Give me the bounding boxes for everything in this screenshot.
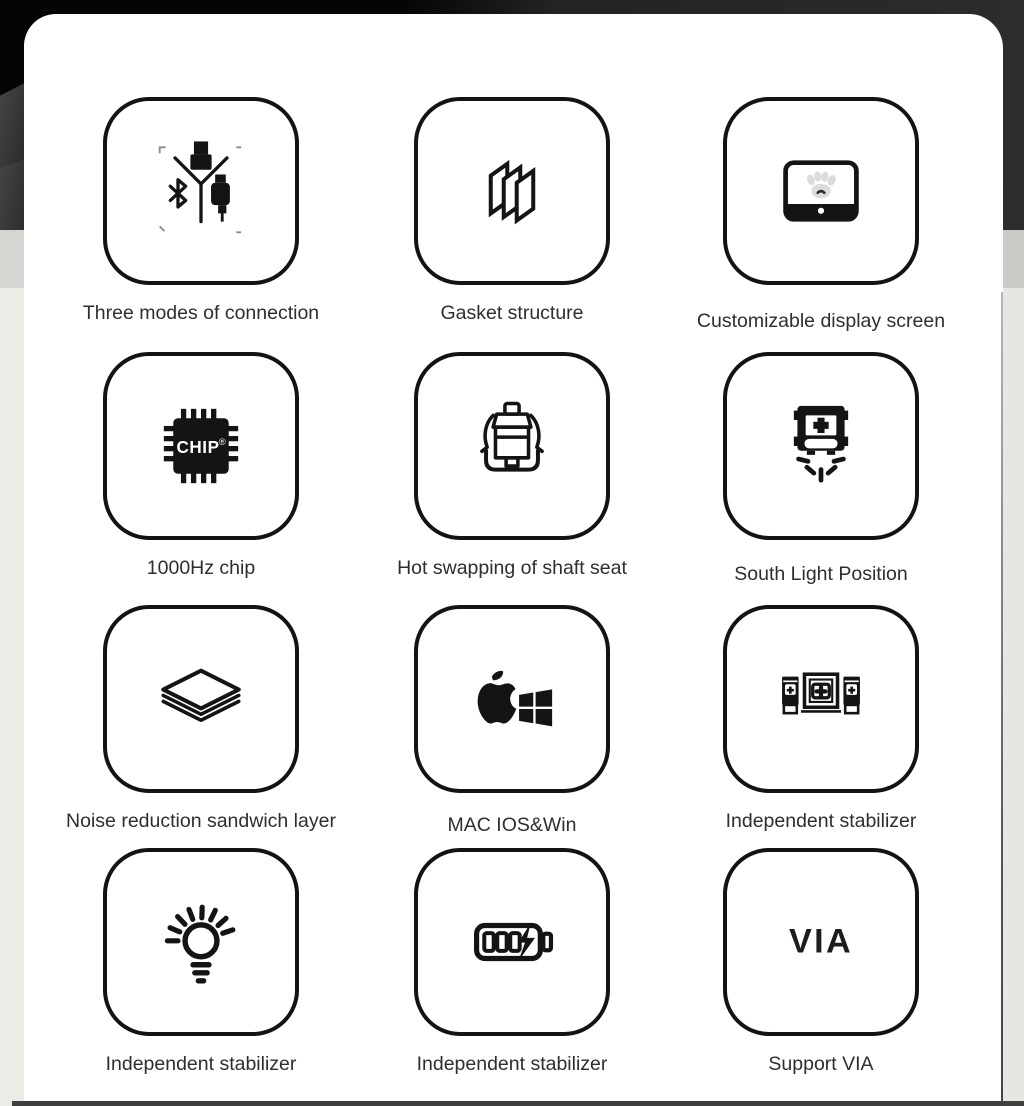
feature-caption: 1000Hz chip <box>146 557 256 579</box>
battery-charging-icon <box>453 883 571 1001</box>
feature-cell-hotswap <box>362 352 662 580</box>
feature-cell-via <box>671 848 971 1076</box>
south-light-switch-icon <box>762 387 880 505</box>
feature-cell-sandwich <box>51 605 351 833</box>
feature-caption: Independent stabilizer <box>105 1053 297 1075</box>
feature-caption: MAC IOS&Win <box>447 814 577 836</box>
next-section-edge <box>12 1101 1024 1106</box>
stabilizer-icon <box>762 640 880 758</box>
feature-caption: Three modes of connection <box>82 302 320 324</box>
sandwich-layers-icon <box>142 640 260 758</box>
feature-caption: Noise reduction sandwich layer <box>66 810 336 832</box>
feature-cell-mac-win <box>362 605 662 837</box>
feature-cell-gasket <box>362 97 662 325</box>
feature-cell-south-light <box>671 352 971 586</box>
feature-caption: South Light Position <box>734 563 908 585</box>
feature-cell-three-modes <box>51 97 351 325</box>
hot-swap-switch-icon <box>453 387 571 505</box>
gasket-structure-icon <box>453 132 571 250</box>
display-screen-paw-icon <box>762 132 880 250</box>
via-icon <box>762 883 880 1001</box>
feature-cell-backlight <box>51 848 351 1076</box>
three-modes-connection-icon <box>142 132 260 250</box>
apple-windows-icon <box>453 640 571 758</box>
backlight-bulb-icon <box>142 883 260 1001</box>
chip-icon <box>142 387 260 505</box>
feature-cell-battery <box>362 848 662 1076</box>
feature-cell-display <box>671 97 971 333</box>
feature-caption: Gasket structure <box>440 302 584 324</box>
feature-caption: Support VIA <box>768 1053 874 1075</box>
feature-caption: Hot swapping of shaft seat <box>397 557 627 579</box>
feature-cell-stabilizer <box>671 605 971 833</box>
feature-caption: Independent stabilizer <box>725 810 917 832</box>
chip-reg-mark: ® <box>218 435 226 447</box>
feature-cell-chip <box>51 352 351 580</box>
card-right-edge-line <box>1001 292 1003 1106</box>
via-label: VIA <box>788 922 854 961</box>
feature-caption: Independent stabilizer <box>416 1053 608 1075</box>
feature-caption: Customizable display screen <box>696 310 946 332</box>
chip-label: CHIP <box>176 438 220 458</box>
